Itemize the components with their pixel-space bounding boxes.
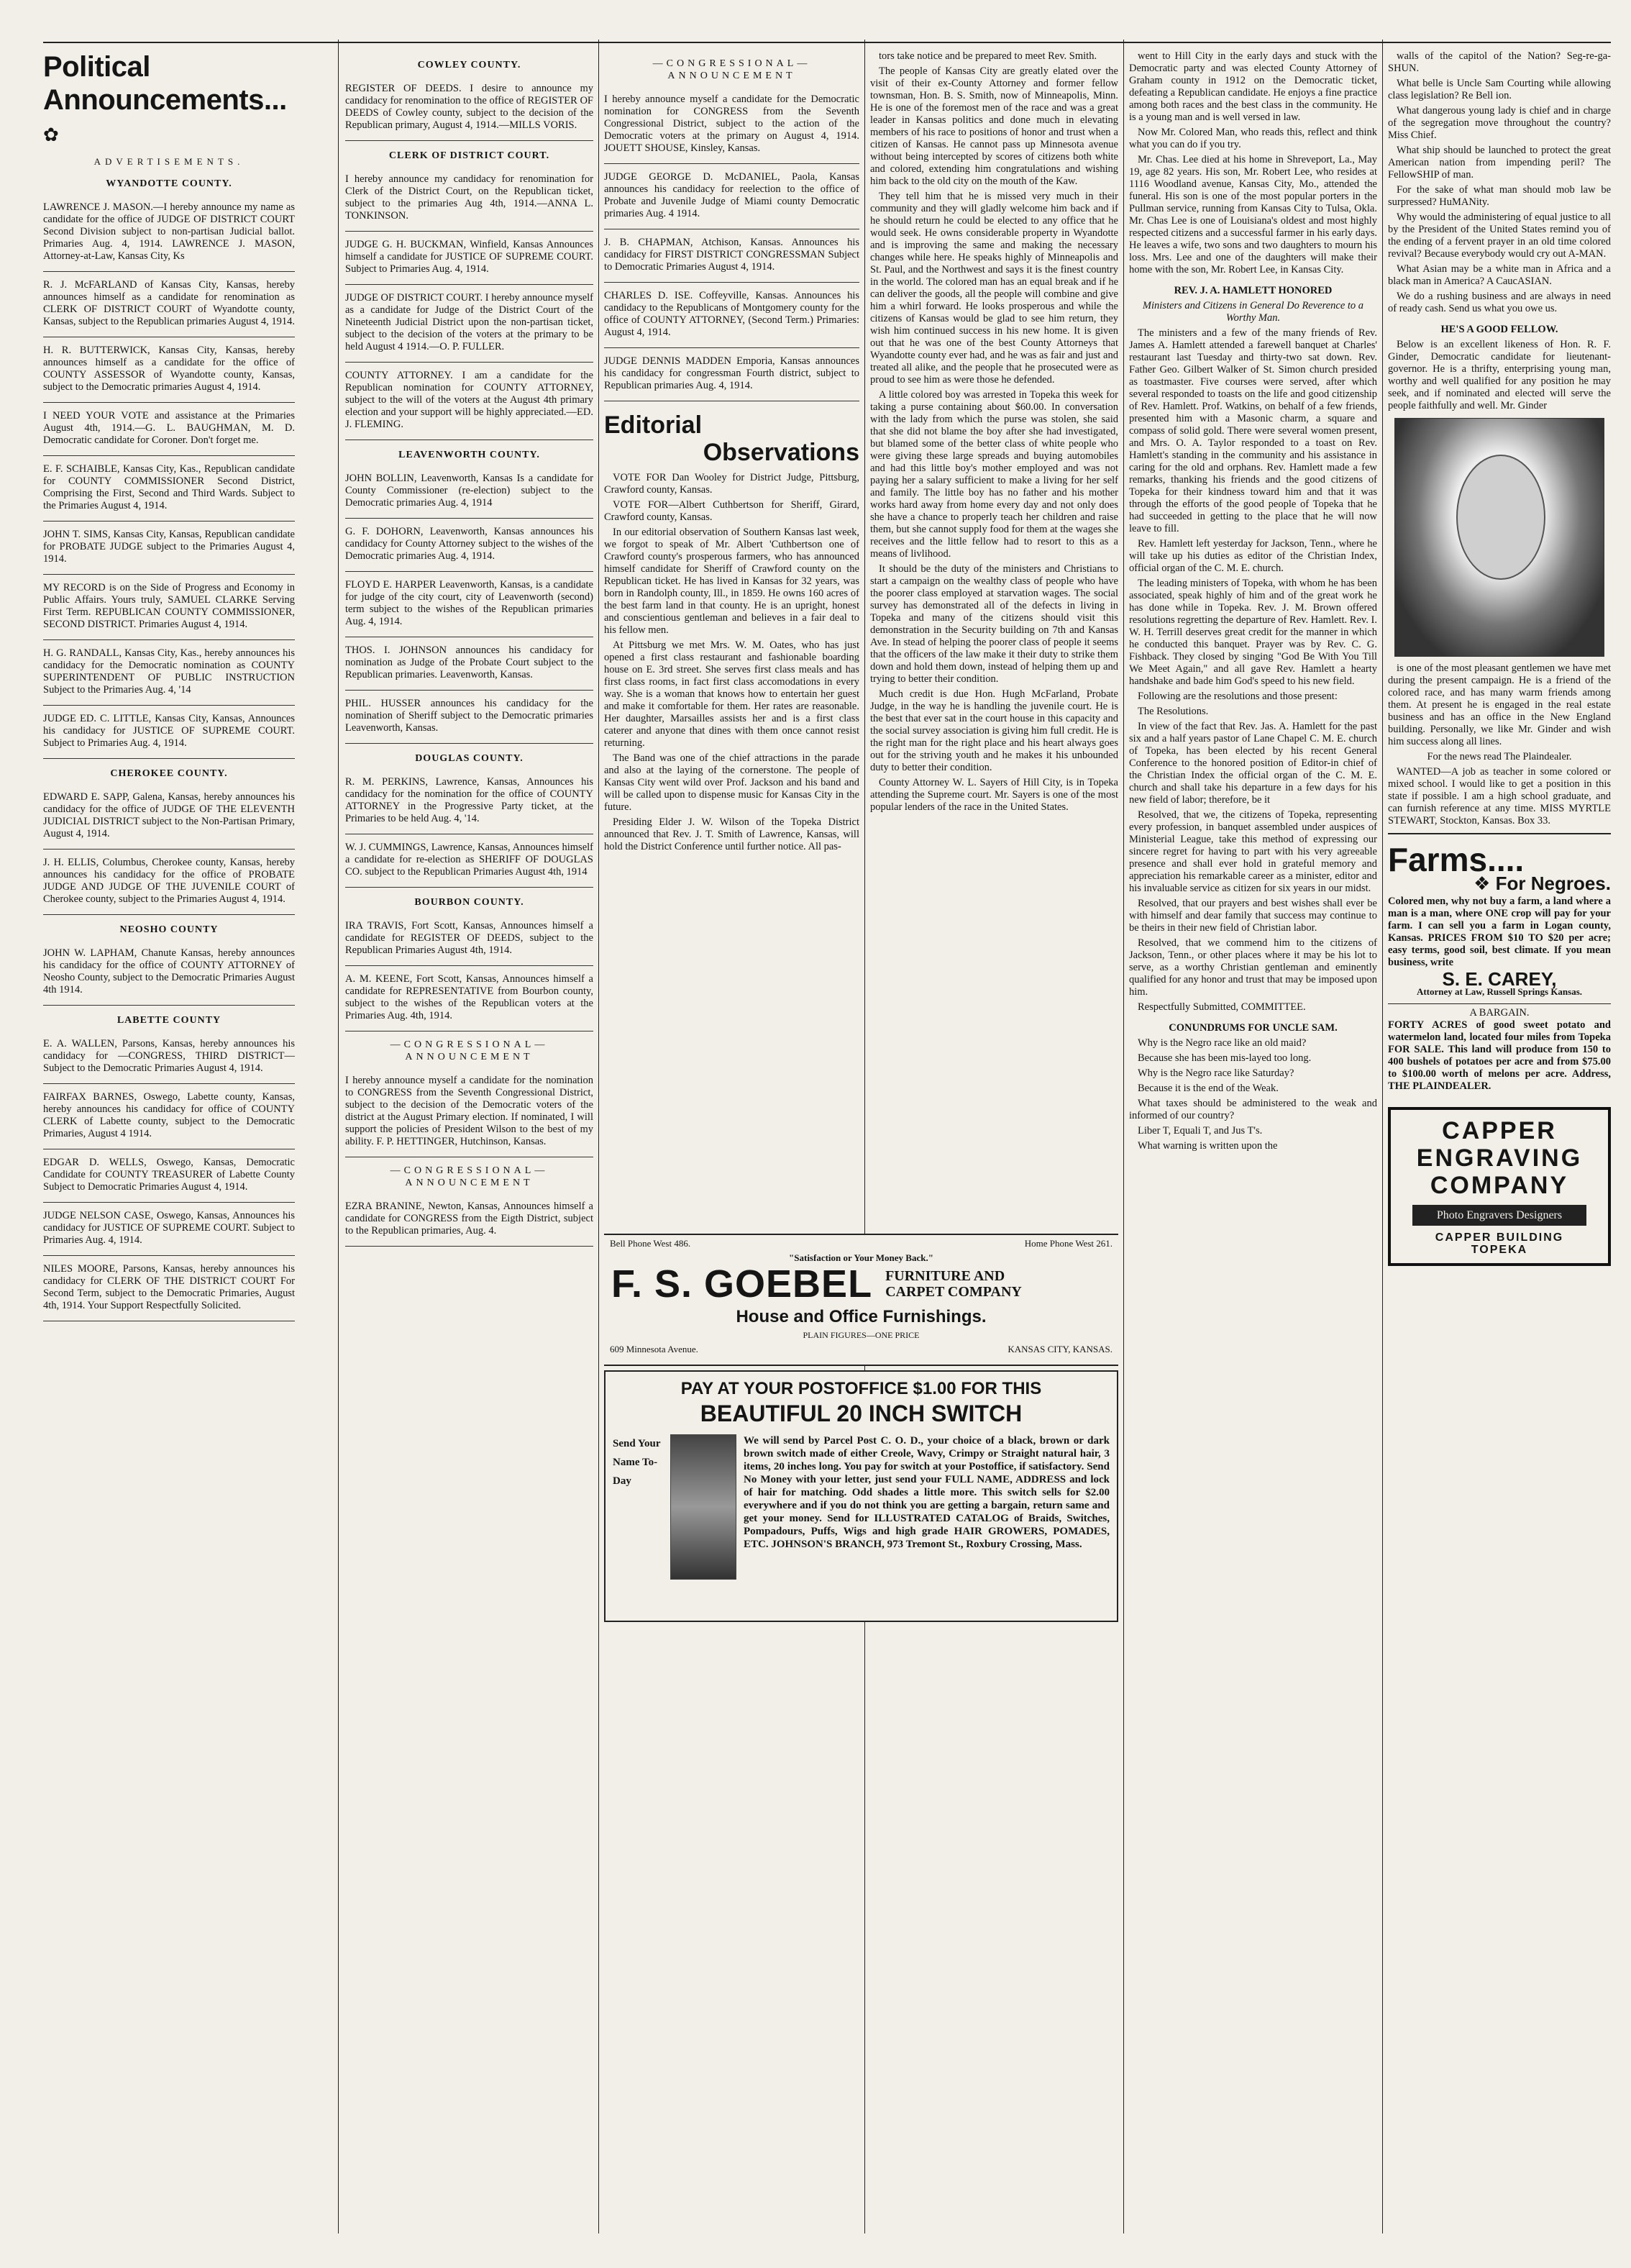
plaindealer-note: For the news read The Plaindealer. [1427, 751, 1572, 762]
goebel-company: FURNITURE AND CARPET COMPANY [885, 1268, 1022, 1300]
hamlett-paragraph: The leading ministers of Topeka, with whom he has been associated, speak highly of him and of the great work he has done while in Topeka. Rev. J. M. Brown offered resolutions regretting the departure of Rev. Hamlett. Rev. I. W. H. Terrill deserves great credit for the manner in which he conducted this banquet. Prayer was by Rev. C. G. Fishback. They closed by singing "God Be With You Till We Meet Again," and all gave Rev. Hamlett a hearty handshake and bade him God's speed to his new field. [1129, 578, 1377, 687]
news-paragraph: tors take notice and be prepared to meet Rev. Smith. [879, 50, 1097, 62]
capper-line: ENGRAVING [1416, 1144, 1583, 1172]
announcement-text: JUDGE OF DISTRICT COURT. I hereby announce myself as a candidate for Judge of the District Court of the Nineteenth Judicial District upon the non-partisan ticket, subject to the decision of the voters at the primary to be held August 4 1914.—O. P. FULLER. [345, 292, 593, 352]
announcement [345, 232, 593, 285]
conundrum-line: walls of the capitol of the Nation? Seg-re-ga-SHUN. [1388, 50, 1611, 74]
announcement-text: REGISTER OF DEEDS. I desire to announce my candidacy for renomination to the office of REGISTER OF DEEDS of Cowley county, subject to the decision of the Republican primary, August 4, 1914.—MILLS VORIS. [345, 83, 593, 131]
conundrum-line: Why is the Negro race like an old maid? [1138, 1037, 1307, 1049]
announcement [43, 522, 295, 575]
goebel-address: 609 Minnesota Avenue. [610, 1344, 698, 1354]
conundrums-heading: CONUNDRUMS FOR UNCLE SAM. [1169, 1022, 1338, 1034]
announcement-text: THOS. I. JOHNSON announces his candidacy for nomination as Judge of the Probate Court subject to the Republican primaries. Leavenworth, Kansas. [345, 645, 593, 680]
column-2 [345, 50, 593, 2244]
capper-building: CAPPER BUILDING [1435, 1231, 1564, 1244]
county-section-heading: NEOSHO COUNTY [119, 924, 219, 936]
goebel-city: KANSAS CITY, KANSAS. [1008, 1344, 1113, 1354]
announcement-text: EDWARD E. SAPP, Galena, Kansas, hereby announces his candidacy for the office of JUDGE OF THE ELEVENTH JUDICIAL DISTRICT subject to the Non-Partisan Primary, August 4, 1914. [43, 791, 295, 840]
announcement [43, 706, 295, 759]
masthead-subtitle: ADVERTISEMENTS. [93, 156, 245, 168]
announcement-text: JUDGE NELSON CASE, Oswego, Kansas, Announces his candidacy for JUSTICE OF SUPREME COURT. Subject to Primaries Aug. 4, 1914. [43, 1210, 295, 1247]
hamlett-paragraph: The Resolutions. [1138, 706, 1209, 717]
announcement [345, 637, 593, 691]
news-paragraph: They tell him that he is missed very much in their community and they will gladly welcome him back and if he should return he could be elected to any office that he would seek. He owns considerable property in Wyandotte and is improving the same and making the necessary changes while here. He speaks highly of Minneapolis and St. Paul, and the Northwest and says it is the finest country in the world. The colored man has an equal break and if he can deliver the goods, all the people will combine and give him a whirl forward. He looks prosperous and while the citizens of Kansas would be glad to see him return, they wish him continued success in his new home. It is given out that he was one of the best County Attorneys that Wyandotte county ever had, and he was as fair and just and treated all alike, and the people that he prosecuted were as proud to see him as were those he defended. [870, 191, 1118, 386]
editorial-paragraph: VOTE FOR—Albert Cuthbertson for Sheriff, Girard, Crawford county, Kansas. [604, 499, 859, 523]
conundrum-line: Why is the Negro race like Saturday? [1138, 1067, 1294, 1079]
county-section-heading: WYANDOTTE COUNTY. [106, 178, 232, 190]
column-rule [598, 40, 599, 2233]
hamlett-paragraph: Resolved, that we commend him to the citizens of Jackson, Tenn., or other places where it may be his lot to serve, as a worthy Christian gentleman and eminently qualified for any honor and trust that may be imposed upon him. [1129, 937, 1377, 998]
announcement-text: LAWRENCE J. MASON.—I hereby announce my name as candidate for the office of JUDGE OF DISTRICT COURT Second Division subject to non-partisan Judicial ballot. Primaries Aug. 4, 1914. LAWRENCE J. MASON, Attorney-at-Law, Kansas City, Ks [43, 201, 295, 263]
announcement-text: JUDGE DENNIS MADDEN Emporia, Kansas announces his candidacy for congressman Fourth district, subject to Republican primaries Aug. 4, 1914. [604, 355, 859, 391]
goebel-prices: PLAIN FIGURES—ONE PRICE [803, 1330, 920, 1340]
conundrum-line: Because it is the end of the Weak. [1138, 1083, 1279, 1094]
hamlett-paragraph: Following are the resolutions and those present: [1138, 691, 1338, 702]
announcement [604, 348, 859, 401]
news-paragraph: Much credit is due Hon. Hugh McFarland, Probate Judge, in the way he is handling the juvenile court. He is the best that ever sat in the court house in this capacity and the social survey association is giving him full credit. He is the right man for the right place and his heart always goes out for the striving youth and he makes it his unbounded duty to better their condition. [870, 688, 1118, 773]
ginder-portrait [1394, 418, 1604, 657]
news-paragraph: County Attorney W. L. Sayers of Hill City, is in Topeka attending the Supreme court. Mr. Sayers is one of the most popular lenders of the race in the United States. [870, 777, 1118, 813]
column-3 [604, 50, 859, 1230]
announcement-text: R. J. McFARLAND of Kansas City, Kansas, hereby announces himself as a candidate for renomination as CLERK OF DISTRICT COURT of Wyandotte county, Kansas, subject to the Republican primaries August 4, 1914. [43, 279, 295, 328]
col4-article [870, 50, 1118, 814]
announcement-text: I NEED YOUR VOTE and assistance at the Primaries August 4th, 1914.—G. L. BAUGHMAN, M. D. Democratic candidate for Coroner. Don't forget me. [43, 410, 295, 447]
news-paragraph: Now Mr. Colored Man, who reads this, reflect and think what you can do if you try. [1129, 127, 1377, 150]
announcement-text: NILES MOORE, Parsons, Kansas, hereby announces his candidacy for CLERK OF THE DISTRICT COURT For Second Term, subject to the Democratic Primaries, August 4th, 1914. Your Support Respectfully Solicited. [43, 1263, 295, 1312]
announcement [43, 1031, 295, 1084]
announcement-text: FAIRFAX BARNES, Oswego, Labette county, Kansas, hereby announces his candidacy for office of COUNTY CLERK of Labette county, subject to the Democratic Primaries, August 4 1914. [43, 1091, 295, 1140]
announcement-text: E. F. SCHAIBLE, Kansas City, Kas., Republican candidate for COUNTY COMMISSIONER Second District, Comprising the First, Second and Third Wards. Subject to the Primaries August 4, 1914. [43, 463, 295, 512]
county-section-heading: BOURBON COUNTY. [414, 897, 524, 908]
col2-ads [345, 59, 593, 1247]
announcement [345, 913, 593, 966]
hamlett-paragraph: The ministers and a few of the many friends of Rev. James A. Hamlett attended a farewell banquet at Charles' restaurant last Tuesday and thirty-two sat down. Rev. Father Geo. Gilbert Walker of St. Simon church presided as toastmaster. Five courses were served, after which several responded to toasts on the life and good citizenship of Rev. Hamlett. Prof. Watkins, on behalf of a few friends, presented him with a Masonic charm, a square and compass of solid gold. There were several women present, and Mrs. O. A. Taylor responded to a toast on Rev. Hamlett's standing in the community and his assistance in caring for the old and orphans. Rev. Hamlett made a few remarks, thanking his friends and the good citizens of Topeka for their kindness toward him and that it was through the efforts of the good people of Topeka that he had succeeded in getting to the place that he will now leave to fill. [1129, 327, 1377, 534]
announcement-text: E. A. WALLEN, Parsons, Kansas, hereby announces his candidacy for —CONGRESS, THIRD DISTRICT— Subject to the Democratic Primaries August 4, 1914. [43, 1038, 295, 1075]
editorial-paragraph: At Pittsburg we met Mrs. W. M. Oates, who has just opened a first class restaurant and fashionable boarding house on E. 3rd street. She serves first class meals and has first class rooms, in fact first class accomodations in every way. She is a woman that knows how to entertain her guest and make it comfortable for them. Her rates are reasonable. Her daughter, Marsailles assists her and is a first class caterer and anyone that dines with them once cannot resist returning. [604, 639, 859, 749]
announcement [43, 640, 295, 706]
ginder-para: is one of the most pleasant gentlemen we have met during the present campaign. He is a friend of the colored race, and has many warm friends among them. At present he is engaged in the real estate business and has an office in the New England building. Personally, we like Mr. Ginder and wish him success along all lines. [1388, 662, 1611, 747]
conundrum-line: We do a rushing business and are always in need of ready cash. Send us what you owe us. [1388, 291, 1611, 314]
top-rule [43, 42, 1611, 43]
announcement-text: JUDGE GEORGE D. McDANIEL, Paola, Kansas announces his candidacy for reelection to the office of Probate and Juvenile Judge of Miami county Democratic primaries Aug. 4 1914. [604, 171, 859, 219]
announcement [43, 1149, 295, 1203]
announcement-text: FLOYD E. HARPER Leavenworth, Kansas, is a candidate for judge of the city court, city of Leavenworth (second) term subject to the wishes of the Republican primaries Aug. 4, 1914. [345, 579, 593, 627]
goebel-furniture-ad [604, 1234, 1118, 1366]
announcement [604, 283, 859, 348]
carey-address: Attorney at Law, Russell Springs Kansas. [1416, 986, 1583, 997]
conundrum-line: Why would the administering of equal justice to all by the President of the United States remind you of the ending of a fervent prayer in an old time colored revival? Because everybody would cry out A-MAN. [1388, 211, 1611, 260]
column-rule [864, 40, 865, 2233]
capper-engraving-ad [1388, 1107, 1611, 1266]
capper-tagline: Photo Engravers Designers [1412, 1205, 1586, 1226]
announcement-text: H. G. RANDALL, Kansas City, Kas., hereby announces his candidacy for the Democratic nomination as COUNTY SUPERINTENDENT OF PUBLIC INSTRUCTION Subject to the Primaries Aug. 4, '14 [43, 647, 295, 696]
column-6 [1388, 50, 1611, 2244]
announcement [43, 403, 295, 456]
announcement [43, 940, 295, 1006]
announcement [43, 337, 295, 403]
column-rule [1382, 40, 1383, 2233]
announcement [43, 272, 295, 337]
carey-name: S. E. CAREY, [1442, 968, 1557, 990]
county-section-heading: CLERK OF DISTRICT COURT. [388, 150, 550, 161]
announcement-text: CHARLES D. ISE. Coffeyville, Kansas. Announces his candidacy to the Republicans of Montgomery county for the office of COUNTY ATTORNEY, (Second Term.) Primaries: August 4, 1914. [604, 290, 859, 338]
switch-line2: BEAUTIFUL 20 INCH SWITCH [700, 1401, 1023, 1426]
farms-ad [1388, 833, 1611, 998]
announcement [43, 784, 295, 850]
hamlett-subheading: Ministers and Citizens in General Do Reverence to a Worthy Man. [1142, 300, 1364, 324]
announcement [43, 850, 295, 915]
conundrum-line: What warning is written upon the [1138, 1140, 1278, 1152]
switch-line1: PAY AT YOUR POSTOFFICE $1.00 FOR THIS [680, 1379, 1042, 1398]
announcement-text: W. J. CUMMINGS, Lawrence, Kansas, Announces himself a candidate for re-election as SHERIFF OF DOUGLAS CO. subject to the Republican Primaries August 4th, 1914 [345, 842, 593, 878]
goebel-house: House and Office Furnishings. [736, 1307, 987, 1326]
editorial-paragraph: VOTE FOR Dan Wooley for District Judge, Pittsburg, Crawford county, Kansas. [604, 472, 859, 496]
announcement [43, 1256, 295, 1321]
bargain-text: FORTY ACRES of good sweet potato and watermelon land, located four miles from Topeka FOR SALE. This land will produce from 150 to 400 bushels of potatoes per acre and from $75.00 to $100.00 worth of melons per acre. Address, THE PLAINDEALER. [1388, 1019, 1611, 1092]
hamlett-paragraph: In view of the fact that Rev. Jas. A. Hamlett for the past six and a half years pastor of Lane Chapel C. M. E. church of Topeka, has been elected by his recent General Conference to the honored position of Editor-in chief of the Christian Index the official organ of the C. M. E. church and shall take his departure in a few days for his new field of labor; therefore, be it [1129, 721, 1377, 806]
announcement [345, 834, 593, 888]
editorial-body [604, 472, 859, 853]
announcement [43, 1084, 295, 1149]
col5-news [1129, 50, 1377, 276]
announcement-text: JOHN W. LAPHAM, Chanute Kansas, hereby announces his candidacy for the office of COUNTY ATTORNEY of Neosho County, subject to the Democratic Primaries August 4th 1914. [43, 947, 295, 996]
county-section-heading: COWLEY COUNTY. [417, 60, 521, 70]
announcement [345, 572, 593, 637]
masthead-title: Political Announcements... ✿ [43, 50, 295, 151]
congressional-heading: —CONGRESSIONAL— ANNOUNCEMENT [390, 1165, 549, 1188]
announcement [345, 769, 593, 834]
announcement [604, 164, 859, 229]
announcement [345, 1067, 593, 1157]
hamlett-heading: REV. J. A. HAMLETT HONORED [1174, 285, 1333, 296]
announcement-text: JUDGE ED. C. LITTLE, Kansas City, Kansas, Announces his candidacy for JUSTICE OF SUPREME COURT. Subject to Primaries Aug. 4, 1914. [43, 713, 295, 750]
hamlett-paragraph: Resolved, that our prayers and best wishes shall ever be with himself and dear family that success may continue to be theirs in their new field of Christian labor. [1129, 898, 1377, 934]
farms-subheading: ❖ For Negroes. [1474, 873, 1611, 894]
announcement [345, 691, 593, 744]
county-section-heading: LABETTE COUNTY [116, 1015, 221, 1026]
capper-line: COMPANY [1430, 1172, 1569, 1199]
hamlett-article [1129, 285, 1377, 1152]
column-1 [43, 50, 295, 2244]
announcement [345, 1193, 593, 1247]
announcement-text: MY RECORD is on the Side of Progress and Economy in Public Affairs. Yours truly, SAMUEL CLARKE Serving First Term. REPUBLICAN COUNTY COMMISSIONER, SECOND DISTRICT. Primaries August 4, 1914. [43, 582, 295, 631]
announcement-text: J. H. ELLIS, Columbus, Cherokee county, Kansas, hereby announces his candidacy for the office of PROBATE JUDGE AND JUDGE OF THE JUVENILE COURT of Cherokee county, subject to the Primaries August 4, 1914. [43, 857, 295, 906]
conundrum-line: What belle is Uncle Sam Courting while allowing class legislation? Re Bell ion. [1388, 78, 1611, 101]
hamlett-paragraph: Rev. Hamlett left yesterday for Jackson, Tenn., where he will take up his duties as editor of the Christian Index, official organ of the C. M. E. church. [1129, 538, 1377, 574]
county-section-heading: LEAVENWORTH COUNTY. [398, 450, 540, 460]
bargain-heading: A BARGAIN. [1469, 1007, 1530, 1019]
announcement [345, 76, 593, 141]
announcement [43, 456, 295, 522]
announcement-text: H. R. BUTTERWICK, Kansas City, Kansas, hereby announces himself as a candidate for the office of COUNTY ASSESSOR of Wyandotte county, Kansas, subject to the Democratic primaries August 4, 1914. [43, 345, 295, 393]
home-phone: Home Phone West 261. [1024, 1238, 1113, 1249]
announcement-text: A. M. KEENE, Fort Scott, Kansas, Announces himself a candidate for REPRESENTATIVE from Bourbon county, subject to the wishes of the Republican voters at the Primaries Aug. 4th, 1914. [345, 973, 593, 1021]
editorial-paragraph: Presiding Elder J. W. Wilson of the Topeka District announced that Rev. J. T. Smith of Lawrence, Kansas, will hold the District Conference until further notice. All pas- [604, 816, 859, 852]
conundrum-line: What taxes should be administered to the weak and informed of our country? [1129, 1098, 1377, 1121]
conundrum-line: What Asian may be a white man in Africa and a black man in America? A CaucASIAN. [1388, 263, 1611, 287]
announcement [345, 285, 593, 363]
editorial-paragraph: In our editorial observation of Southern Kansas last week, we forgot to speak of Mr. Albert 'Cuthbertson one of Crawford county's prosperous farmers, who has announced himself candidate for Sheriff of Crawford county on the Republican ticket. He has lived in Kansas for 32 years, was born in Randolph county, Ill., in 1859. He owns 160 acres of the best farm land in that county. He is an upright, honest and conscientious gentleman and believes in a fair deal to his fellow men. [604, 527, 859, 636]
column-4 [870, 50, 1118, 1230]
goebel-name: F. S. GOEBEL [611, 1262, 873, 1306]
hamlett-paragraph: Resolved, that we, the citizens of Topeka, representing every profession, in banquet assembled under auspices of Ministerial League, take this method of expressing our sincere regret for having to part with his very agreeable presence and shall ever hold in grateful memory and appreciation his remarkable career as a minister, editor and his invaluable service as citizen for six years in our midst. [1129, 809, 1377, 894]
announcement [345, 166, 593, 232]
capper-city: TOPEKA [1471, 1244, 1528, 1256]
county-section-heading: CHEROKEE COUNTY. [110, 768, 228, 780]
congressional-heading: —CONGRESSIONAL— ANNOUNCEMENT [652, 58, 811, 81]
hair-switch-ad [604, 1370, 1118, 1622]
conundrum-line: Because she has been mis-layed too long. [1138, 1052, 1312, 1064]
news-paragraph: went to Hill City in the early days and stuck with the Democratic party and was elected County Attorney of Graham county in 1912 on the Democratic ticket, defeating a Republican candidate. He enjoys a fine practice among both races and the best class in the community. He is a young man and is well versed in law. [1129, 50, 1377, 123]
col1-ads [43, 178, 295, 1321]
goebel-slogan: "Satisfaction or Your Money Back." [789, 1252, 933, 1263]
announcement-text: J. B. CHAPMAN, Atchison, Kansas. Announces his candidacy for FIRST DISTRICT CONGRESSMAN Subject to Democratic Primaries August 4, 1914. [604, 237, 859, 273]
newspaper-page [29, 0, 1611, 2268]
conundrum-line: What dangerous young lady is chief and in charge of the segregation move throughout the country? Miss Chief. [1388, 105, 1611, 141]
announcement-text: IRA TRAVIS, Fort Scott, Kansas, Announces himself a candidate for REGISTER OF DEEDS, subject to the Republican Primaries August 4th, 1914. [345, 920, 593, 956]
announcement-text: I hereby announce myself a candidate for the nomination to CONGRESS from the Seventh Congressional District, subject to the decision of the Democratic voters of the district at the August Primary election. If nominated, I will support the policies of President Wilson to the best of my ability. F. P. HETTINGER, Hutchinson, Kansas. [345, 1075, 593, 1147]
conundrum-line: What ship should be launched to protect the great American nation from impending peril? The FellowSHIP of man. [1388, 145, 1611, 181]
conundrum-line: For the sake of what man should mob law be surpressed? HuMANity. [1388, 184, 1611, 208]
editorial-paragraph: The Band was one of the chief attractions in the parade and also at the laying of the cornerstone. The people of Kansas City went wild over Prof. Jackson and his band and will be called upon to dispense music for Kansas City in the future. [604, 752, 859, 813]
hamlett-paragraph: Respectfully Submitted, COMMITTEE. [1138, 1001, 1306, 1013]
announcement [345, 966, 593, 1031]
announcement-text: COUNTY ATTORNEY. I am a candidate for the Republican nomination for COUNTY ATTORNEY, subject to the will of the voters at the August 4th primary election and your support will be highly appreciated.—ED. J. FLEMING. [345, 370, 593, 430]
announcement-text: EZRA BRANINE, Newton, Kansas, Announces himself a candidate for CONGRESS from the Eigth District, subject to the Republican primaries, Aug. 4. [345, 1201, 593, 1237]
announcement-text: JOHN T. SIMS, Kansas City, Kansas, Republican candidate for PROBATE JUDGE subject to the Primaries August 4, 1914. [43, 529, 295, 565]
ginder-heading: HE'S A GOOD FELLOW. [1440, 324, 1558, 335]
announcement [604, 86, 859, 164]
announcement-text: R. M. PERKINS, Lawrence, Kansas, Announces his candidacy for the nomination for the office of COUNTY ATTORNEY in the Progressive Party ticket, at the Primaries to be held Aug. 4, '14. [345, 776, 593, 824]
switch-side: Send Your Name To-Day [613, 1438, 661, 1487]
col3-ads [604, 58, 859, 401]
ginder-article [1388, 324, 1611, 827]
column-rule [338, 40, 339, 2233]
farms-text: Colored men, why not buy a farm, a land where a man is a man, where ONE crop will pay for your farm. I can sell you a farm in Logan county, Kansas. PRICES FROM $10 TO $20 per acre; easy terms, good soil, best climate. If you mean business, write [1388, 896, 1611, 968]
news-paragraph: A little colored boy was arrested in Topeka this week for taking a purse containing about $60.00. In conversation with the lady from which the purse was stolen, she said that she did not blame the boy after she had investigated, but blamed some of the better class of white people who were giving these large spreads and buying automobiles and had this little boy's mother employed and was not paying her a salary sufficient to make a living for her self and family. The little boy has no father and his mother works hard away from home every day and not only does she have a chance to properly teach her children and raise them, but she cannot supply food for them at the wages she receives and the little fellow had to resort to this as a means of livlihood. [870, 389, 1118, 560]
announcement [345, 519, 593, 572]
announcement [345, 363, 593, 440]
announcement-text: I hereby announce myself a candidate for the Democratic nomination for CONGRESS from the Seventh Congressional District, subject to the action of the Democratic voters at the primary on August 4, 1914. JOUETT SHOUSE, Kinsley, Kansas. [604, 94, 859, 154]
column-5 [1129, 50, 1377, 2244]
county-section-heading: DOUGLAS COUNTY. [415, 753, 524, 764]
announcement-text: EDGAR D. WELLS, Oswego, Kansas, Democratic Candidate for COUNTY TREASURER of Labette County Subject to Democratic Primaries August 4, 1914. [43, 1157, 295, 1193]
announcement-text: JOHN BOLLIN, Leavenworth, Kansas Is a candidate for County Commissioner (re-election) subject to the Democratic primaries Aug. 4, 1914 [345, 473, 593, 509]
hair-switch-image [670, 1434, 736, 1580]
capper-line: CAPPER [1442, 1117, 1557, 1144]
farms-heading: Farms.... [1388, 841, 1525, 878]
congressional-heading: —CONGRESSIONAL— ANNOUNCEMENT [390, 1039, 549, 1062]
news-paragraph: It should be the duty of the ministers and Christians to start a campaign on the wealthy class of people who have the poorer class employed at starvation wages. The social survey has demonstrated all of the defects in living in Topeka and many of the citizens should visit this demonstration in the Security building on 7th and Kansas Ave. In stead of helping the poorer class of people it seems that the officers of the law make it their duty to strike them down and hold them down, instead of helping them up and trying to better their condition. [870, 563, 1118, 685]
announcement-text: PHIL. HUSSER announces his candidacy for the nomination of Sheriff subject to the Democratic primaries Leavenworth, Kansas. [345, 698, 593, 734]
announcement [345, 465, 593, 519]
announcement [43, 1203, 295, 1256]
column-rule [1123, 40, 1124, 2233]
announcement [43, 575, 295, 640]
bargain-ad [1388, 1003, 1611, 1093]
col6-conundrums [1388, 50, 1611, 315]
ginder-para: Below is an excellent likeness of Hon. R. F. Ginder, Democratic candidate for lieutenant-governor. He is a thrifty, enterprising young man, worthy and well qualified for any position he may seek, and if nominated and elected will serve the people faithfully and well. Mr. Ginder [1388, 339, 1611, 411]
announcement [604, 229, 859, 283]
bell-phone: Bell Phone West 486. [610, 1238, 691, 1249]
announcement-text: I hereby announce my candidacy for renomination for Clerk of the District Court, on the Republican ticket, subject to the primaries Aug 4th, 1914.—ANNA L. TONKINSON. [345, 173, 593, 222]
wanted-ad: WANTED—A job as teacher in some colored or mixed school. I would like to get a position in this state if possible. I am a high school graduate, and can furnish reference at any time. MISS MYRTLE STEWART, Stockton, Kansas. Box 33. [1388, 766, 1611, 826]
leaf-ornament-icon: ✿ [43, 124, 59, 146]
editorial-heading: Editorial Observations [604, 411, 859, 466]
announcement-text: JUDGE G. H. BUCKMAN, Winfield, Kansas Announces himself a candidate for JUSTICE OF SUPREME COURT. Subject to Primaries Aug. 4, 1914. [345, 239, 593, 275]
announcement [43, 194, 295, 272]
switch-body: We will send by Parcel Post C. O. D., your choice of a black, brown or dark brown switch made of either Creole, Wavy, Crimpy or Straight natural hair, 3 items, 20 inches long. You pay for switch at your Postoffice, if satisfactory. Send No Money with your letter, just send your FULL NAME, ADDRESS and lock of hair for matching. Odd shades a little more. This switch sells for $2.00 everywhere and if you do not think you are getting a bargain, return same and get your money. Send for ILLUSTRATED CATALOG of Braids, Switches, Pompadours, Puffs, Wigs and high grade HAIR GROWERS, POMADES, ETC. JOHNSON'S BRANCH, 973 Tremont St., Roxbury Crossing, Mass. [744, 1435, 1110, 1550]
news-paragraph: Mr. Chas. Lee died at his home in Shreveport, La., May 19, age 82 years. His son, Mr. Robert Lee, who resides at 1116 Woodland avenue, Kansas City, Mo., attended the funeral. His son is one of the most popular porters in the Pullman service, running from Kansas City to Tulsa, Okla. Mr. Chas Lee is one of Louisiana's oldest and most highly respected citizens and a successful farmer in his early days. He leaves a wife, two sons and two daughters to mourn his loss. Mrs. Lee and one of the daughters will make their home with the son, Mr. Robert Lee, in Kansas City. [1129, 154, 1377, 275]
conundrum-line: Liber T, Equali T, and Jus T's. [1138, 1125, 1263, 1137]
announcement-text: G. F. DOHORN, Leavenworth, Kansas announces his candidacy for County Attorney subject to the wishes of the Democratic primaries Aug. 4, 1914. [345, 526, 593, 562]
news-paragraph: The people of Kansas City are greatly elated over the visit of their ex-County Attorney and former fellow townsman, Hon. B. S. Smith, now of Minneapolis, Minn. He is one of the foremost men of the race and was a great leader in Kansas politics and done much in elevating members of his race to positions of honor and trust when a citizen of Kansas. He cannot pass up Minnesota avenue without being intercepted by scores of citizens both white and colored, extending him congratulations and wishing him back to the old city on the mouth of the Kaw. [870, 65, 1118, 187]
